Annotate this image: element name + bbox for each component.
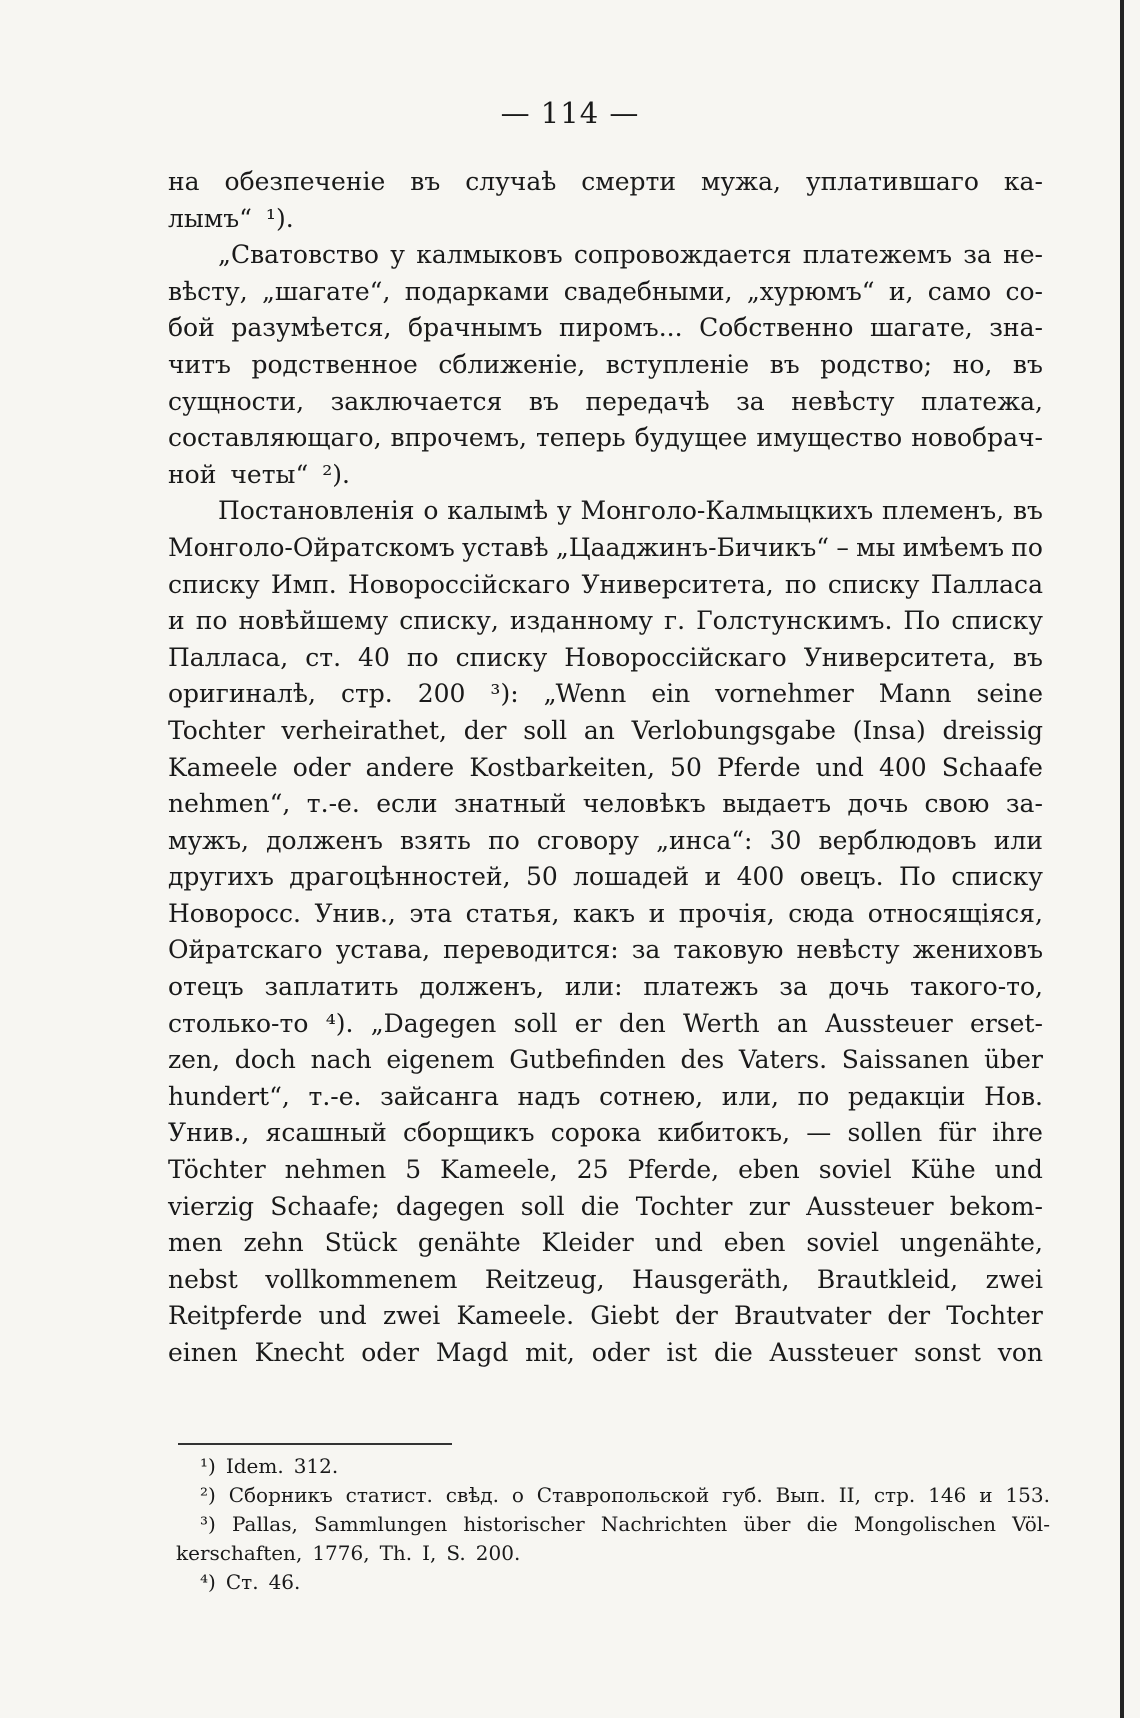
- text-line: Новоросс. Унив., эта статья, какъ и прочія, сюда относящіяся,: [168, 898, 1043, 928]
- text-line: бой разумѣется, брачнымъ пиромъ... Собственно шагате, зна-: [168, 313, 1043, 343]
- text-line: Ойратскаго устава, переводится: за таковую невѣсту жениховъ: [168, 935, 1043, 965]
- text-line: Kameele oder andere Kostbarkeiten, 50 Pferde und 400 Schaafe: [168, 752, 1043, 782]
- text-line: Töchter nehmen 5 Kameele, 25 Pferde, eben soviel Kühe und: [168, 1155, 1043, 1185]
- text-line: другихъ драгоцѣнностей, 50 лошадей и 400 овецъ. По списку: [168, 862, 1043, 892]
- text-line: столько-то ⁴). „Dagegen soll er den Werth an Aussteuer erset-: [168, 1008, 1043, 1038]
- text-line: Постановленія о калымѣ у Монголо-Калмыцкихъ племенъ, въ: [218, 496, 1043, 526]
- footnote-line: ¹) Idem. 312.: [200, 1454, 339, 1478]
- text-line: составляющаго, впрочемъ, теперь будущее имущество новобрач-: [168, 423, 1043, 453]
- text-line: на обезпеченіе въ случаѣ смерти мужа, уплатившаго ка-: [168, 167, 1043, 196]
- text-line: читъ родственное сближеніе, вступленіе въ родство; но, въ: [168, 349, 1043, 379]
- footnote-line: ³) Pallas, Sammlungen historischer Nachrichten über die Mongolischen Völ-: [200, 1512, 1050, 1536]
- text-line: и по новѣйшему списку, изданному г. Голстунскимъ. По списку: [168, 606, 1043, 636]
- text-line: einen Knecht oder Magd mit, oder ist die Aussteuer sonst von: [168, 1338, 1043, 1367]
- main-text: [168, 164, 1043, 1372]
- text-line: Монголо-Ойратскомъ уставѣ „Цааджинъ-Бичикъ“ – мы имѣемъ по: [168, 532, 1043, 562]
- text-line: списку Имп. Новороссійскаго Университета, по списку Палласа: [168, 569, 1043, 599]
- page-number: — 114 —: [500, 96, 640, 130]
- text-line: оригиналѣ, стр. 200 ³): „Wenn ein vornehmer Mann seine: [168, 679, 1043, 709]
- footnotes: [176, 1452, 1050, 1597]
- text-line: отецъ заплатить долженъ, или: платежъ за дочь такого-то,: [168, 972, 1043, 1002]
- text-line: nebst vollkommenem Reitzeug, Hausgeräth, Brautkleid, zwei: [168, 1264, 1043, 1294]
- footnote-divider: [178, 1443, 452, 1445]
- text-line: сущности, заключается въ передачѣ за невѣсту платежа,: [168, 386, 1043, 416]
- text-line: men zehn Stück genähte Kleider und eben soviel ungenähte,: [168, 1228, 1043, 1258]
- footnote-line: ⁴) Ст. 46.: [200, 1570, 301, 1594]
- text-line: vierzig Schaafe; dagegen soll die Tochter zur Aussteuer bekom-: [168, 1191, 1043, 1221]
- text-line: ной четы“ ²).: [168, 459, 350, 489]
- page-edge-shadow: [1120, 0, 1124, 1718]
- text-line: Reitpferde und zwei Kameele. Giebt der Brautvater der Tochter: [168, 1301, 1043, 1331]
- text-line: мужъ, долженъ взять по сговору „инса“: 30 верблюдовъ или: [168, 825, 1043, 855]
- text-line: Палласа, ст. 40 по списку Новороссійскаго Университета, въ: [168, 642, 1043, 672]
- text-line: Tochter verheirathet, der soll an Verlobungsgabe (Insa) dreissig: [168, 715, 1043, 745]
- text-line: hundert“, т.-е. зайсанга надъ сотнею, или, по редакціи Нов.: [168, 1081, 1043, 1111]
- text-line: лымъ“ ¹).: [168, 203, 294, 233]
- text-line: „Сватовство у калмыковъ сопровождается платежемъ за не-: [218, 240, 1043, 270]
- text-line: вѣсту, „шагате“, подарками свадебными, „хурюмъ“ и, само со-: [168, 276, 1043, 306]
- text-line: zen, doch nach eigenem Gutbefinden des Vaters. Saissanen über: [168, 1045, 1043, 1075]
- text-line: nehmen“, т.-е. если знатный человѣкъ выдаетъ дочь свою за-: [168, 789, 1043, 819]
- footnote-line: kerschaften, 1776, Th. I, S. 200.: [176, 1541, 521, 1565]
- text-line: Унив., ясашный сборщикъ сорока кибитокъ, — sollen für ihre: [168, 1118, 1043, 1148]
- footnote-line: ²) Сборникъ статист. свѣд. о Ставропольской губ. Вып. II, стр. 146 и 153.: [200, 1483, 1050, 1507]
